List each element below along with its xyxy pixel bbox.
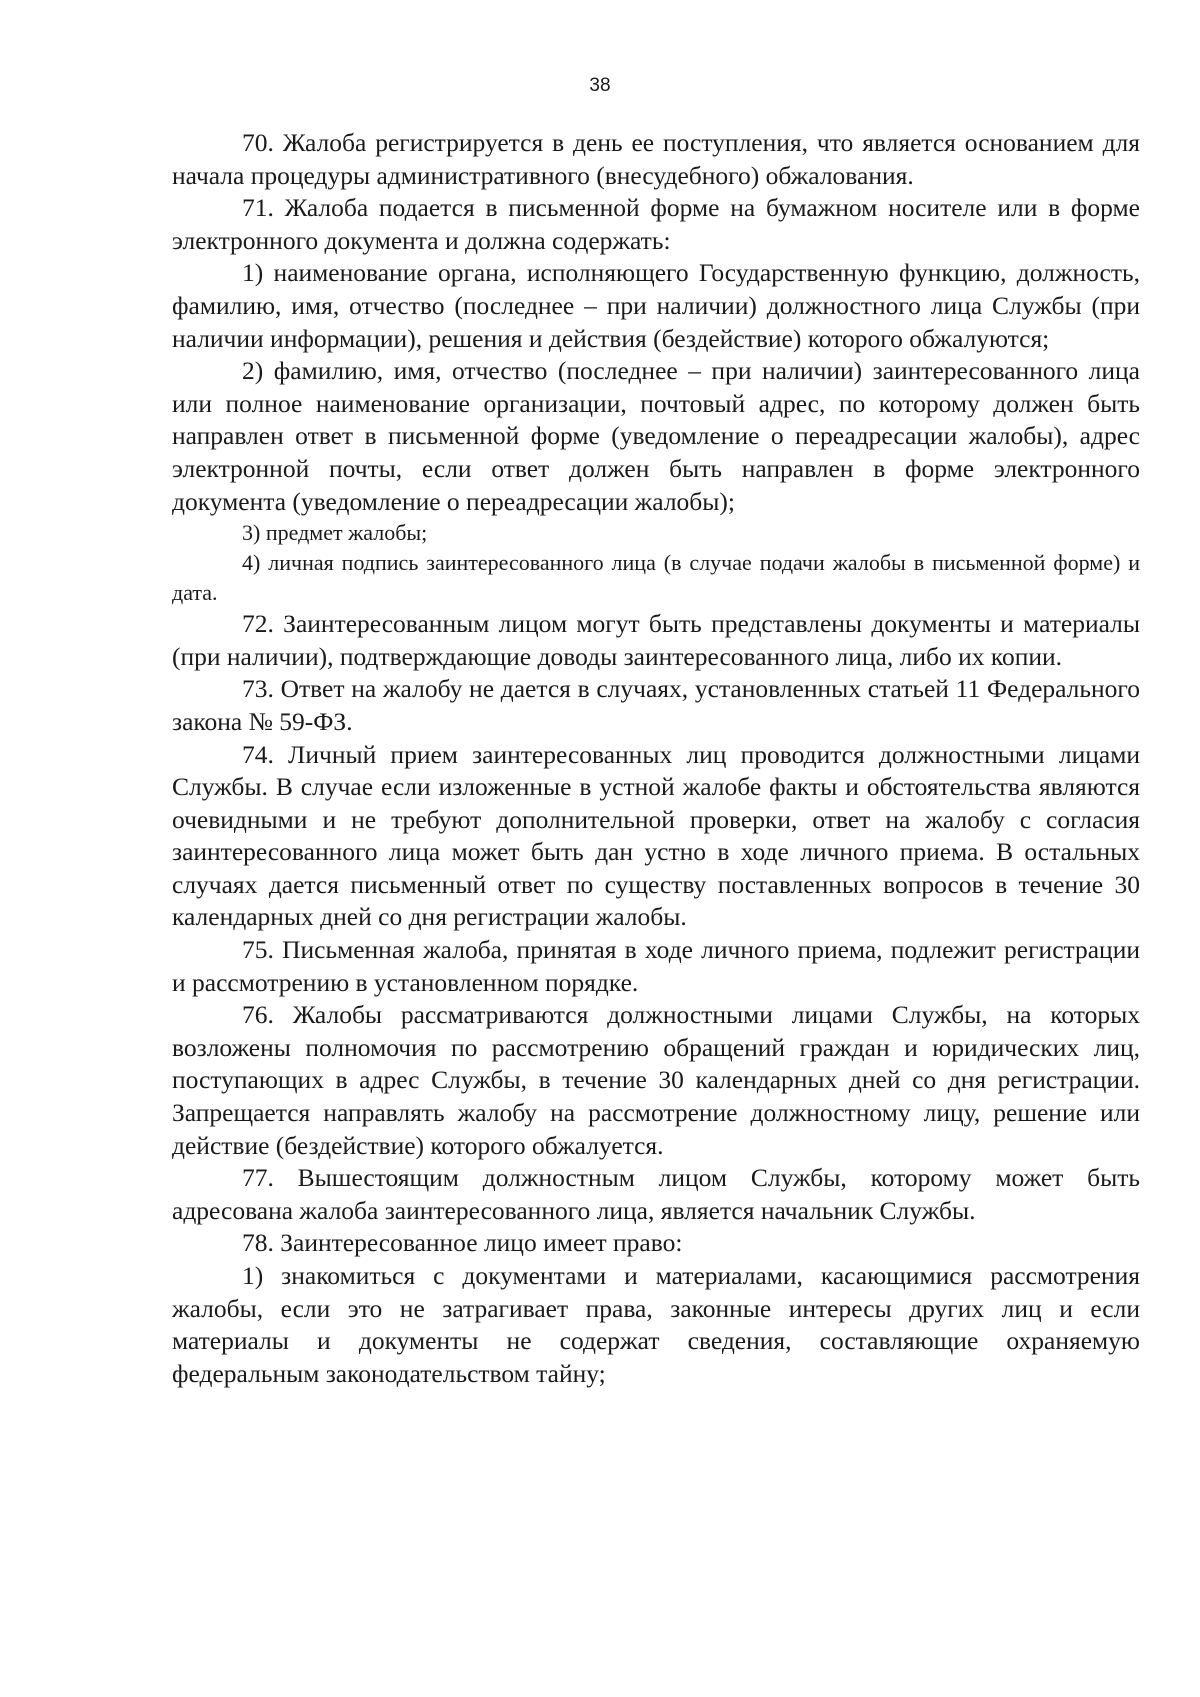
- paragraph-77: 77. Вышестоящим должностным лицом Службы, которому может быть адресована жалоба заинтересованного лица, является начальник Службы.: [172, 1163, 1140, 1225]
- paragraph-71-item-1: 1) наименование органа, исполняющего Государственную функцию, должность, фамилию, имя, отчество (последнее – при наличии) должностного лица Службы (при наличии информации), решения и действия (бездействие) которого обжалуются;: [172, 258, 1140, 353]
- paragraph-78: 78. Заинтересованное лицо имеет право:: [242, 1228, 683, 1258]
- paragraph-71-item-3: 3) предмет жалобы;: [242, 520, 428, 546]
- paragraph-71-item-4: 4) личная подпись заинтересованного лица (в случае подачи жалобы в письменной форме) и дата.: [172, 550, 1140, 606]
- page-number: 38: [589, 75, 611, 96]
- paragraph-76: 76. Жалобы рассматриваются должностными лицами Службы, на которых возложены полномочия по рассмотрению обращений граждан и юридических лиц, поступающих в адрес Службы, в течение 30 календарных дней со дня регистрации. Запрещается направлять жалобу на рассмотрение должностному лицу, решение или действие (бездействие) которого обжалуется.: [172, 1000, 1140, 1160]
- paragraph-71-item-2: 2) фамилию, имя, отчество (последнее – при наличии) заинтересованного лица или полное наименование организации, почтовый адрес, по которому должен быть направлен ответ в письменной форме (уведомление о переадресации жалобы), адрес электронной почты, если ответ должен быть направлен в форме электронного документа (уведомление о переадресации жалобы);: [172, 356, 1140, 516]
- paragraph-70: 70. Жалоба регистрируется в день ее поступления, что является основанием для начала процедуры административного (внесудебного) обжалования.: [172, 128, 1140, 190]
- paragraph-78-item-1: 1) знакомиться с документами и материалами, касающимися рассмотрения жалобы, если это не затрагивает права, законные интересы других лиц и если материалы и документы не содержат сведения, составляющие охраняемую федеральным законодательством тайну;: [172, 1261, 1140, 1388]
- document-body: [172, 127, 1140, 1390]
- paragraph-75: 75. Письменная жалоба, принятая в ходе личного приема, подлежит регистрации и рассмотрению в установленном порядке.: [172, 935, 1140, 997]
- paragraph-73: 73. Ответ на жалобу не дается в случаях, установленных статьей 11 Федерального закона № 59-ФЗ.: [172, 674, 1140, 736]
- paragraph-74: 74. Личный прием заинтересованных лиц проводится должностными лицами Службы. В случае если изложенные в устной жалобе факты и обстоятельства являются очевидными и не требуют дополнительной проверки, ответ на жалобу с согласия заинтересованного лица может быть дан устно в ходе личного приема. В остальных случаях дается письменный ответ по существу поставленных вопросов в течение 30 календарных дней со дня регистрации жалобы.: [172, 739, 1140, 932]
- paragraph-71: 71. Жалоба подается в письменной форме на бумажном носителе или в форме электронного документа и должна содержать:: [172, 193, 1140, 255]
- paragraph-72: 72. Заинтересованным лицом могут быть представлены документы и материалы (при наличии), подтверждающие доводы заинтересованного лица, либо их копии.: [172, 609, 1140, 671]
